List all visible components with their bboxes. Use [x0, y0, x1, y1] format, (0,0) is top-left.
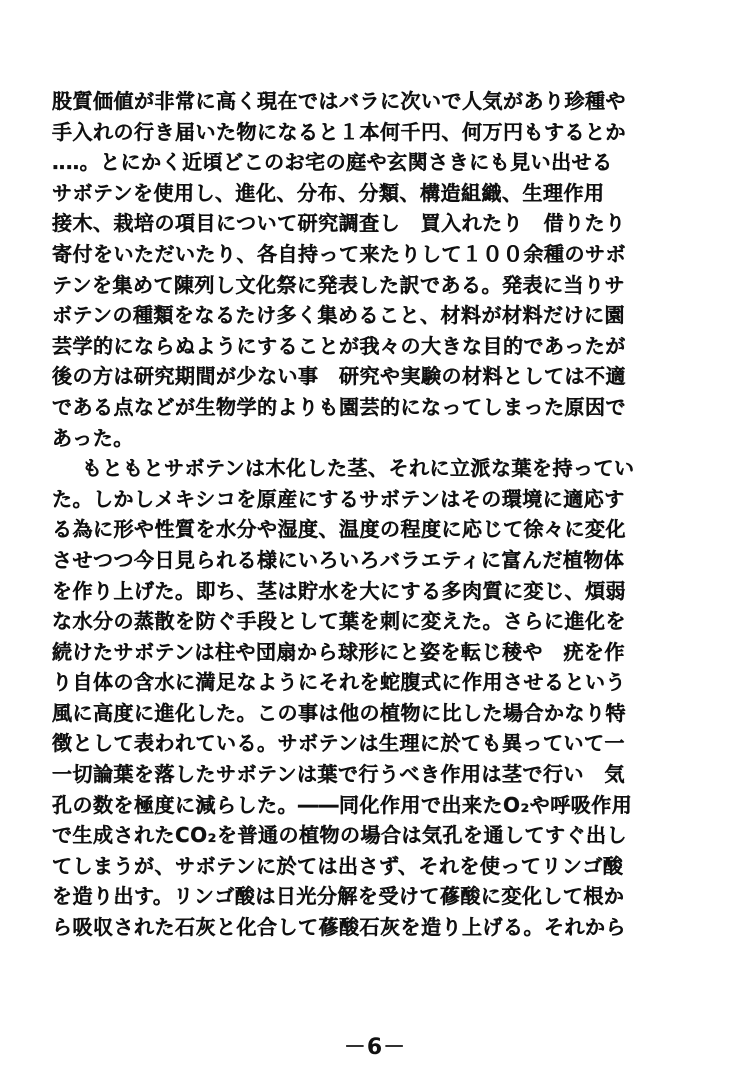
text-line: ‥‥。とにかく近頃どこのお宅の庭や玄関さきにも見い出せる — [52, 150, 613, 175]
text-line: を造り出す。リンゴ酸は日光分解を受けて蓚酸に変化して根か — [52, 884, 625, 909]
text-line: 一切論葉を落したサボテンは葉で行うべき作用は茎で行い 気 — [52, 762, 625, 787]
page-number: －6－ — [343, 1035, 407, 1060]
text-line: 風に高度に進化した。この事は他の植物に比した場合かなり特 — [52, 700, 626, 725]
text-line: サボテンを使用し、進化、分布、分類、構造組織、生理作用 — [52, 180, 605, 205]
text-line: 後の方は研究期間が少ない事 研究や実験の材料としては不適 — [52, 364, 626, 389]
text-line: る為に形や性質を水分や湿度、温度の程度に応じて徐々に変化 — [52, 517, 626, 542]
text-line: させつつ今日見られる様にいろいろバラエティに富んだ植物体 — [52, 547, 625, 572]
paragraph-start-line: もともとサボテンは木化した茎、それに立派な葉を持ってい — [82, 456, 635, 481]
text-line: 手入れの行き届いた物になると１本何千円、何万円もするとか — [52, 119, 626, 144]
text-line: ら吸収された石灰と化合して蓚酸石灰を造り上げる。それから — [52, 915, 626, 940]
text-line: 芸学的にならぬようにすることが我々の大きな目的であったが — [52, 333, 626, 358]
text-line: 徴として表われている。サボテンは生理に於ても異っていて一 — [52, 731, 625, 756]
text-line: である点などが生物学的よりも園芸的になってしまった原因で — [52, 394, 626, 419]
text-line: 寄付をいただいたり、各自持って来たりして１００余種のサボ — [52, 241, 626, 266]
text-line: 股質価値が非常に高く現在ではバラに次いで人気があり珍種や — [52, 89, 626, 113]
text-line: テンを集めて陳列し文化祭に発表した訳である。発表に当りサ — [52, 272, 625, 297]
text-line: で生成されたCO₂を普通の植物の場合は気孔を通してすぐ出し — [52, 823, 627, 848]
text-line: あった。 — [52, 425, 134, 450]
body-text — [52, 86, 672, 943]
text-line: 孔の数を極度に減らした。――同化作用で出来たO₂や呼吸作用 — [52, 792, 633, 817]
text-line: 接木、栽培の項目について研究調査し 買入れたり 借りたり — [52, 211, 626, 236]
text-line: な水分の蒸散を防ぐ手段として葉を刺に変えた。さらに進化を — [52, 609, 626, 634]
text-line: り自体の含水に満足なようにそれを蛇腹式に作用させるという — [52, 670, 626, 695]
text-line: てしまうが、サボテンに於ては出さず、それを使ってリンゴ酸 — [52, 853, 624, 878]
text-line: ボテンの種類をなるたけ多く集めること、材料が材料だけに園 — [52, 303, 625, 328]
text-line: を作り上げた。即ち、茎は貯水を大にする多肉質に変じ、煩弱 — [52, 578, 626, 603]
text-line: 続けたサボテンは柱や団扇から球形にと姿を転じ稜や 疣を作 — [52, 639, 625, 664]
text-line: た。しかしメキシコを原産にするサボテンはその環境に適応す — [52, 486, 625, 511]
